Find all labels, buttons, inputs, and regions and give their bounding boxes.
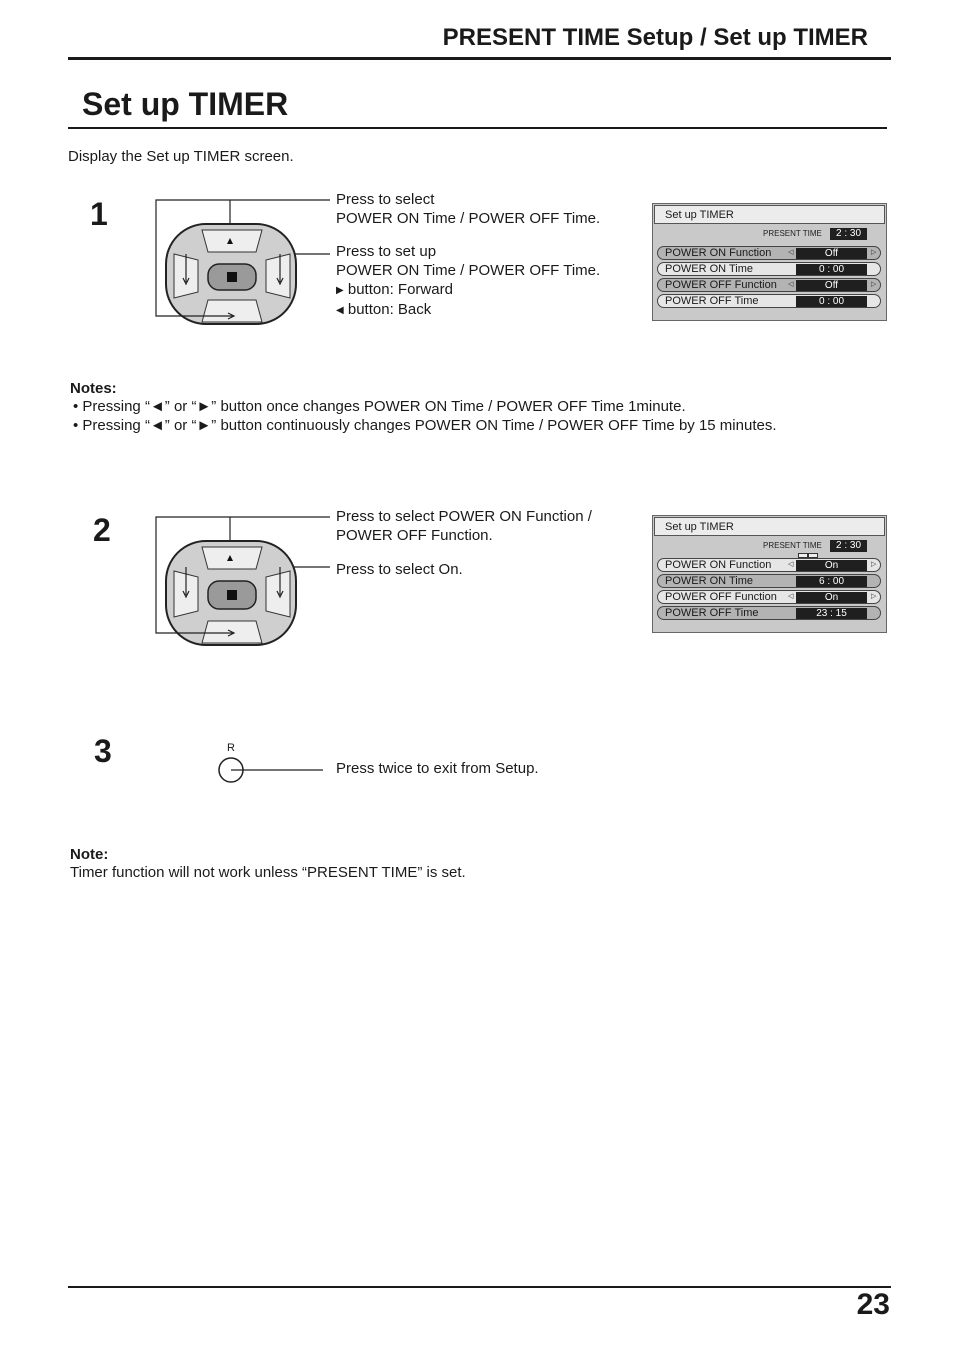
page-number: 23: [856, 1288, 890, 1321]
osd-row-power-off-function[interactable]: [657, 589, 883, 605]
left-arrow-icon: ◁: [788, 593, 794, 600]
osd-row-power-off-time[interactable]: [657, 605, 883, 621]
present-time-value: 2 : 30: [830, 228, 867, 240]
callout-exit-setup: Press twice to exit from Setup.: [336, 760, 539, 777]
row-value: On: [796, 560, 867, 571]
osd-setup-timer-step2: [652, 515, 887, 633]
osd-row-power-off-function[interactable]: [657, 277, 883, 293]
notes-heading: Notes:: [70, 380, 117, 397]
note-block: [70, 846, 466, 882]
callout-line: POWER ON Time / POWER OFF Time.: [336, 210, 601, 227]
row-label: POWER OFF Time: [665, 295, 759, 307]
row-value: 23 : 15: [796, 608, 867, 619]
callout-select-times: [336, 190, 600, 228]
present-time-label: PRESENT TIME: [763, 229, 822, 238]
note-item: • Pressing “◄” or “►” button continuously changes POWER ON Time / POWER OFF Time by 15 minutes.: [73, 417, 777, 434]
osd-row-power-off-time[interactable]: [657, 293, 883, 309]
right-triangle-icon: ▶: [336, 285, 344, 296]
row-value: 0 : 00: [796, 296, 867, 307]
remote-cursor-pad-step2: [150, 511, 335, 651]
row-label: POWER ON Function: [665, 247, 772, 259]
callout-line: POWER OFF Function.: [336, 527, 493, 544]
r-button-icon: [215, 755, 327, 785]
row-label: POWER ON Function: [665, 559, 772, 571]
right-arrow-icon: ▷: [871, 561, 877, 568]
note-item: • Pressing “◄” or “►” button once changes POWER ON Time / POWER OFF Time 1minute.: [73, 398, 686, 415]
osd-present-time: [653, 537, 886, 553]
right-arrow-icon: ▷: [871, 593, 877, 600]
row-value: 0 : 00: [796, 264, 867, 275]
section-header-title: PRESENT TIME Setup / Set up TIMER: [442, 24, 868, 51]
right-arrow-icon: ▷: [871, 281, 877, 288]
callout-line: Press to select: [336, 191, 435, 208]
present-time-label: PRESENT TIME: [763, 541, 822, 550]
header-rule: [68, 57, 891, 60]
callout-line: POWER ON Time / POWER OFF Time.: [336, 262, 601, 279]
left-triangle-icon: ◀: [336, 305, 344, 316]
left-arrow-icon: ◁: [788, 281, 794, 288]
row-label: POWER ON Time: [665, 263, 754, 275]
back-line: [336, 300, 600, 320]
remote-cursor-pad-step1: [150, 194, 335, 329]
step-number-1: 1: [90, 196, 108, 232]
row-value: Off: [796, 248, 867, 259]
back-label: button: Back: [347, 301, 432, 318]
page-title: Set up TIMER: [82, 86, 289, 122]
row-label: POWER ON Time: [665, 575, 754, 587]
callout-line: Press to select POWER ON Function /: [336, 508, 592, 525]
row-label: POWER OFF Time: [665, 607, 759, 619]
present-time-value: 2 : 30: [830, 540, 867, 552]
left-arrow-icon: ◁: [788, 561, 794, 568]
step-number-3: 3: [94, 733, 112, 769]
forward-line: [336, 280, 600, 300]
callout-select-on: Press to select On.: [336, 561, 463, 578]
callout-setup-times: [336, 242, 600, 320]
osd-row-power-on-time[interactable]: [657, 261, 883, 277]
row-value: Off: [796, 280, 867, 291]
step-number-2: 2: [93, 512, 111, 548]
callout-select-functions: [336, 507, 592, 545]
note-heading: Note:: [70, 846, 109, 863]
row-value: 6 : 00: [796, 576, 867, 587]
row-label: POWER OFF Function: [665, 591, 777, 603]
left-arrow-icon: ◁: [788, 249, 794, 256]
osd-title: Set up TIMER: [654, 205, 885, 224]
r-button-letter: R: [227, 742, 235, 754]
osd-present-time: [653, 225, 886, 241]
osd-row-power-on-function[interactable]: [657, 557, 883, 573]
row-value: On: [796, 592, 867, 603]
osd-setup-timer-step1: [652, 203, 887, 321]
forward-label: button: Forward: [347, 281, 453, 298]
footer-rule: [68, 1286, 891, 1288]
notes-block: [70, 380, 777, 435]
osd-title: Set up TIMER: [654, 517, 885, 536]
note-text: Timer function will not work unless “PRESENT TIME” is set.: [70, 864, 466, 881]
osd-row-power-on-time[interactable]: [657, 573, 883, 589]
row-label: POWER OFF Function: [665, 279, 777, 291]
right-arrow-icon: ▷: [871, 249, 877, 256]
title-rule: [68, 127, 887, 129]
osd-row-power-on-function[interactable]: [657, 245, 883, 261]
intro-text: Display the Set up TIMER screen.: [68, 148, 294, 165]
callout-line: Press to set up: [336, 243, 437, 260]
